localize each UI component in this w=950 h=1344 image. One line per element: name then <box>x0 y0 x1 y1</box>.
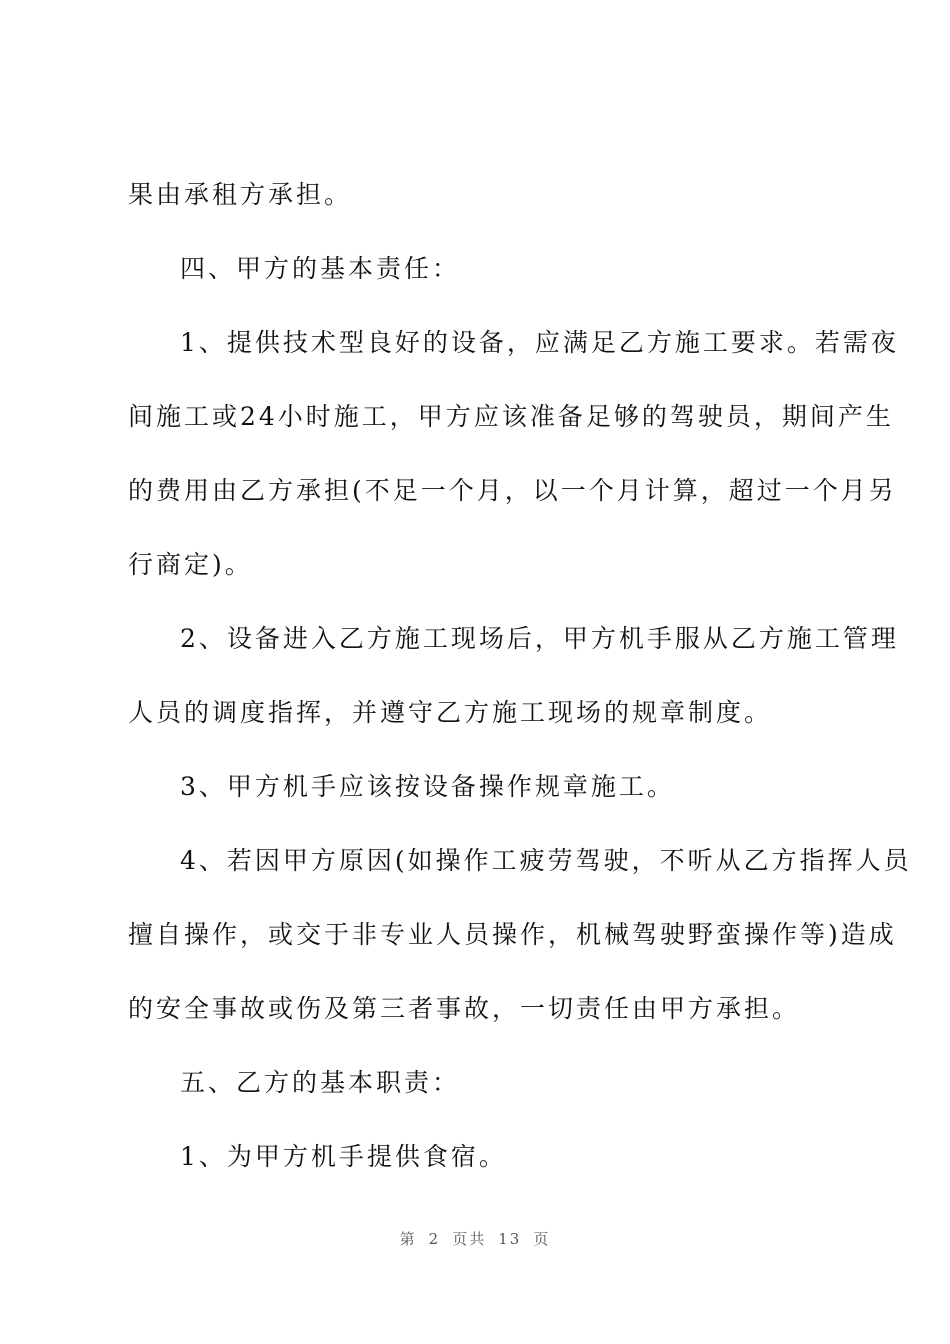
paragraph-line: 人员的调度指挥，并遵守乙方施工现场的规章制度。 <box>128 698 773 727</box>
footer-page-number: 2 <box>428 1230 441 1248</box>
page-footer <box>0 1228 950 1249</box>
paragraph-line: 果由承租方承担。 <box>128 180 353 209</box>
paragraph-line: 擅自操作，或交于非专业人员操作，机械驾驶野蛮操作等)造成 <box>128 920 897 949</box>
footer-prefix: 第 <box>399 1230 417 1248</box>
paragraph-line: 1、提供技术型良好的设备，应满足乙方施工要求。若需夜 <box>180 328 899 357</box>
paragraph-line: 4、若因甲方原因(如操作工疲劳驾驶，不听从乙方指挥人员 <box>180 846 912 875</box>
footer-suffix: 页 <box>533 1230 551 1248</box>
paragraph-line: 的安全事故或伤及第三者事故，一切责任由甲方承担。 <box>128 994 801 1023</box>
paragraph-line: 3、甲方机手应该按设备操作规章施工。 <box>180 772 675 801</box>
paragraph-line: 2、设备进入乙方施工现场后，甲方机手服从乙方施工管理 <box>180 624 899 653</box>
paragraph-line: 的费用由乙方承担(不足一个月，以一个月计算，超过一个月另 <box>128 476 897 505</box>
footer-total-pages: 13 <box>498 1230 522 1248</box>
section-heading: 四、甲方的基本责任： <box>180 254 461 283</box>
paragraph-line: 间施工或24小时施工，甲方应该准备足够的驾驶员，期间产生 <box>128 402 894 431</box>
section-heading: 五、乙方的基本职责： <box>180 1068 461 1097</box>
paragraph-line: 行商定)。 <box>128 550 253 579</box>
paragraph-line: 1、为甲方机手提供食宿。 <box>180 1142 507 1171</box>
footer-middle: 页共 <box>452 1230 487 1248</box>
